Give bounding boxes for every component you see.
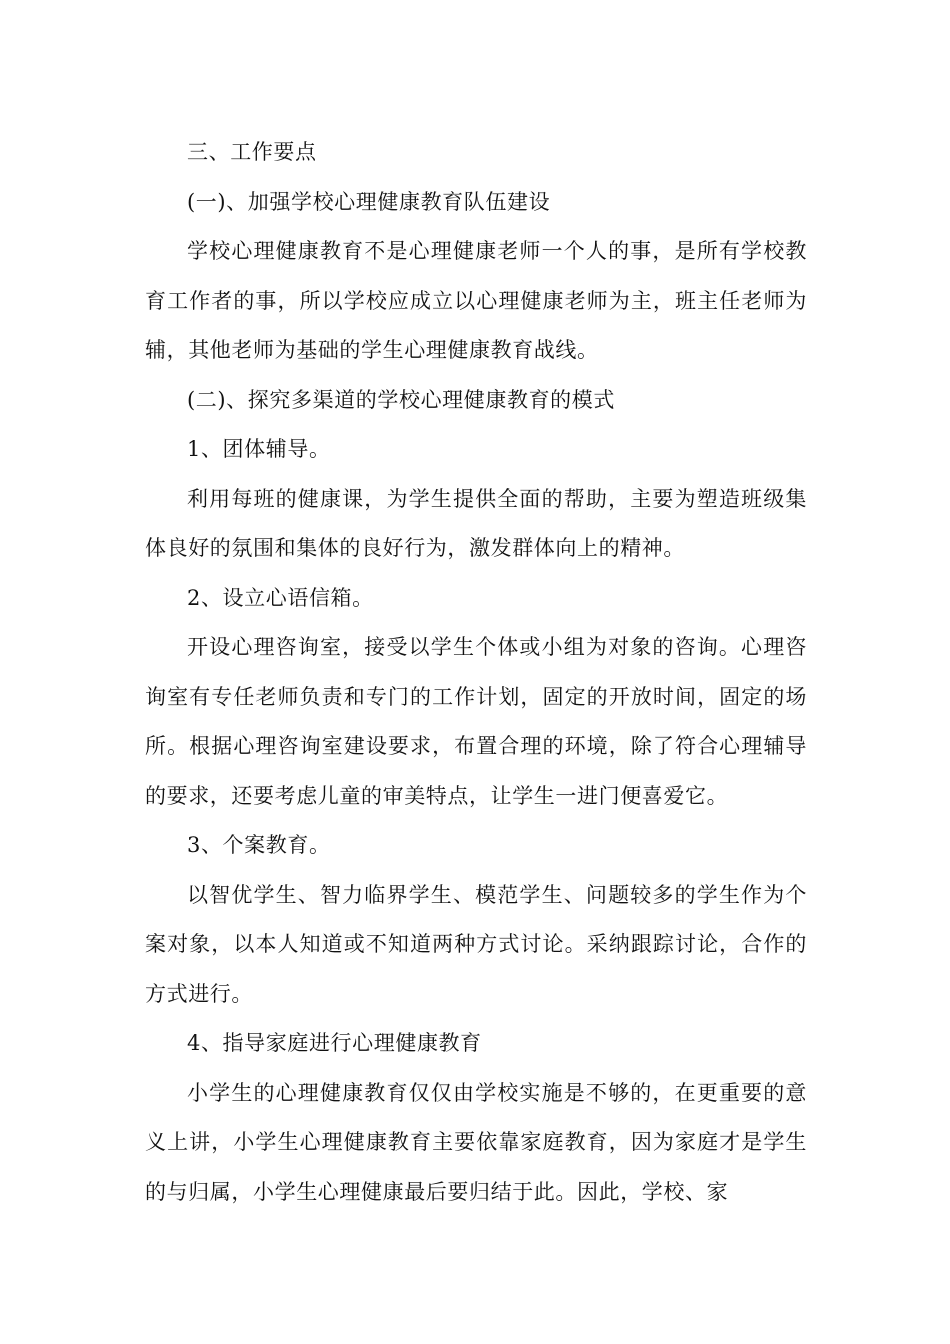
document-body (145, 128, 807, 1217)
item-heading-case-education: 3、个案教育。 (187, 833, 331, 857)
paragraph-family-guidance: 小学生的心理健康教育仅仅由学校实施是不够的，在更重要的意义上讲，小学生心理健康教育主要依靠家庭教育，因为家庭才是学生的与归属，小学生心理健康最后要归结于此。因此，学校、家 (145, 1080, 807, 1204)
item-heading-mailbox: 2、设立心语信箱。 (187, 585, 374, 610)
subheading-multichannel-mode: (二)、探究多渠道的学校心理健康教育的模式 (187, 387, 615, 412)
item-heading-family-guidance: 4、指导家庭进行心理健康教育 (187, 1031, 482, 1055)
subheading-team-building: (一)、加强学校心理健康教育队伍建设 (187, 189, 551, 214)
paragraph-team-building: 学校心理健康教育不是心理健康老师一个人的事，是所有学校教育工作者的事，所以学校应成立以心理健康老师为主，班主任老师为辅，其他老师为基础的学生心理健康教育战线。 (145, 239, 807, 362)
section-heading-work-points: 三、工作要点 (187, 140, 317, 164)
paragraph-group-counseling: 利用每班的健康课，为学生提供全面的帮助，主要为塑造班级集体良好的氛围和集体的良好行为，激发群体向上的精神。 (145, 486, 807, 560)
paragraph-counseling-room: 开设心理咨询室，接受以学生个体或小组为对象的咨询。心理咨询室有专任老师负责和专门的工作计划，固定的开放时间，固定的场所。根据心理咨询室建设要求，布置合理的环境，除了符合心理辅导的要求，还要考虑儿童的审美特点，让学生一进门便喜爱它。 (145, 635, 807, 808)
item-heading-group-counseling: 1、团体辅导。 (187, 437, 331, 461)
paragraph-case-education: 以智优学生、智力临界学生、模范学生、问题较多的学生作为个案对象，以本人知道或不知道两种方式讨论。采纳跟踪讨论，合作的方式进行。 (145, 882, 807, 1006)
